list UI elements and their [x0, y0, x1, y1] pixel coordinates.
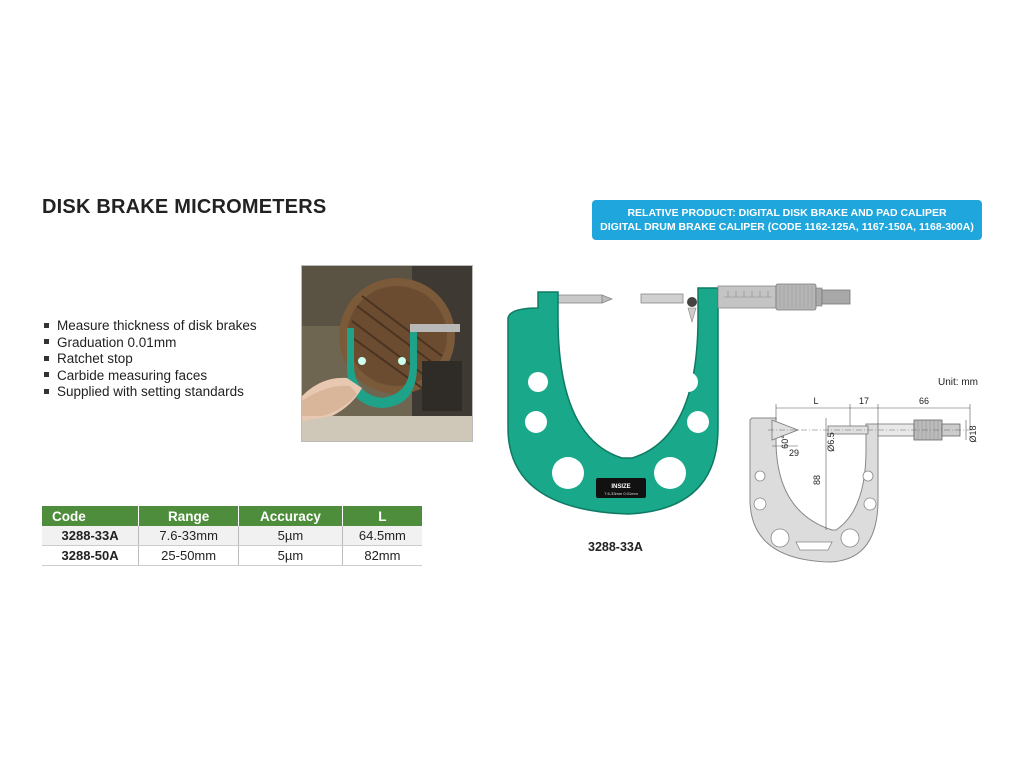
- header-accuracy: Accuracy: [239, 506, 343, 526]
- feature-list: [42, 318, 257, 401]
- dim-angle: 60°: [780, 435, 790, 449]
- spindle: [641, 294, 683, 303]
- model-caption: 3288-33A: [588, 540, 643, 554]
- dim-29: 29: [788, 448, 800, 458]
- dim-dia18: Ø18: [968, 425, 978, 443]
- table-row: [42, 526, 422, 546]
- feature-item: Carbide measuring faces: [42, 368, 257, 385]
- cell-l: 82mm: [342, 546, 422, 566]
- dim-66: 66: [918, 396, 930, 406]
- header-range: Range: [139, 506, 239, 526]
- cell-code: 3288-50A: [42, 546, 139, 566]
- page-title: DISK BRAKE MICROMETERS: [42, 196, 327, 218]
- feature-item: Measure thickness of disk brakes: [42, 318, 257, 335]
- spec-table: [42, 506, 422, 566]
- feature-item: Ratchet stop: [42, 351, 257, 368]
- brand-plate-text: 7.6-33mm 0.01mm: [604, 491, 638, 496]
- table-row: [42, 546, 422, 566]
- dim-17: 17: [858, 396, 870, 406]
- frame-hole: [654, 457, 686, 489]
- frame-hole: [552, 457, 584, 489]
- bullet-icon: [44, 372, 49, 377]
- cell-code: 3288-33A: [42, 526, 139, 546]
- table-header-row: [42, 506, 422, 526]
- anvil: [556, 295, 602, 303]
- dim-88: 88: [812, 474, 822, 486]
- application-photo: [301, 265, 473, 442]
- frame-hole: [678, 372, 698, 392]
- feature-item: Graduation 0.01mm: [42, 335, 257, 352]
- header-code: Code: [42, 506, 139, 526]
- technical-drawing: [740, 390, 980, 571]
- dim-dia65: Ø6.5: [826, 432, 836, 452]
- frame-hole: [525, 411, 547, 433]
- brand-plate-logo: INSIZE: [611, 484, 631, 490]
- lock-icon: [687, 297, 697, 307]
- related-product-line-2: DIGITAL DRUM BRAKE CALIPER (CODE 1162-125A, 1167-150A, 1168-300A): [600, 221, 974, 233]
- unit-label: Unit: mm: [938, 377, 978, 388]
- bullet-icon: [44, 339, 49, 344]
- feature-item: Supplied with setting standards: [42, 384, 257, 401]
- cell-range: 7.6-33mm: [139, 526, 239, 546]
- cell-range: 25-50mm: [139, 546, 239, 566]
- cell-l: 64.5mm: [342, 526, 422, 546]
- bullet-icon: [44, 356, 49, 361]
- related-product-line-1: RELATIVE PRODUCT: DIGITAL DISK BRAKE AND PAD CALIPER: [627, 207, 947, 219]
- dim-l: L: [813, 396, 819, 406]
- cell-accuracy: 5µm: [239, 546, 343, 566]
- bullet-icon: [44, 323, 49, 328]
- cell-accuracy: 5µm: [239, 526, 343, 546]
- related-product-banner: [592, 200, 982, 240]
- bullet-icon: [44, 389, 49, 394]
- frame-hole: [687, 411, 709, 433]
- header-l: L: [342, 506, 422, 526]
- frame-hole: [528, 372, 548, 392]
- ratchet-stop: [822, 290, 850, 304]
